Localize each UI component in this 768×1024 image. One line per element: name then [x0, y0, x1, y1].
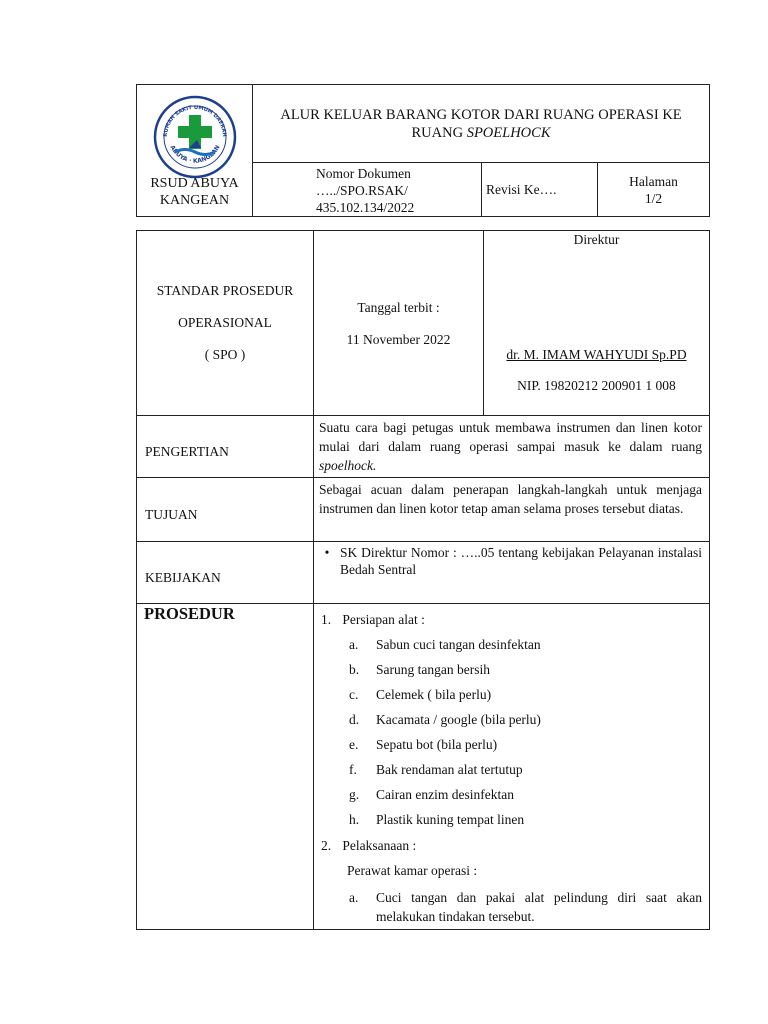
- step2-title: Pelaksanaan :: [342, 838, 417, 853]
- issued-date-label: Tanggal terbit :: [357, 300, 440, 315]
- kebijakan-bullet-item: [314, 544, 702, 578]
- sop-title-line3: ( SPO ): [204, 347, 246, 362]
- issued-date: 11 November 2022: [346, 332, 451, 347]
- list-item: g. Cairan enzim desinfektan: [349, 787, 514, 802]
- step1-list: [321, 632, 702, 832]
- revision-cell: [482, 163, 598, 217]
- document-title: ALUR KELUAR BARANG KOTOR DARI RUANG OPERASI KE RUANG SPOELHOCK: [280, 106, 682, 141]
- kebijakan-label: KEBIJAKAN: [137, 542, 314, 604]
- bullet-icon: •: [324, 545, 330, 560]
- director-cell: [484, 231, 710, 416]
- list-item: a. Cuci tangan dan pakai alat pelindung diri saat akan melakukan tindakan tersebut.: [349, 890, 702, 924]
- list-item: a. Sabun cuci tangan desinfektan: [349, 637, 541, 652]
- step2-item-text: Cuci tangan dan pakai alat pelindung diri saat akan melakukan tindakan tersebut.: [376, 890, 702, 924]
- step2-number: 2.: [321, 838, 332, 853]
- list-item: c. Celemek ( bila perlu): [349, 687, 492, 702]
- step2: [321, 833, 702, 926]
- list-item: b. Sarung tangan bersih: [349, 662, 490, 677]
- list-item: e. Sepatu bot (bila perlu): [349, 737, 498, 752]
- step1: [321, 610, 702, 832]
- sop-table: [136, 230, 710, 930]
- page-label: Halaman: [629, 173, 678, 189]
- step1-number: 1.: [321, 612, 332, 627]
- revision-label: Revisi Ke….: [486, 181, 557, 197]
- hospital-logo-icon: [153, 95, 237, 179]
- document-number-cell: [253, 163, 482, 217]
- svg-text:ABUYA · KANGEAN: ABUYA · KANGEAN: [167, 144, 222, 165]
- sop-title-cell: [137, 231, 314, 416]
- sop-title-line1: STANDAR PROSEDUR: [156, 283, 294, 298]
- director-name: dr. M. IMAM WAHYUDI Sp.PD: [506, 347, 687, 362]
- prosedur-cell: [314, 604, 710, 930]
- step1-title: Persiapan alat :: [342, 612, 425, 627]
- document-title-cell: [253, 85, 710, 163]
- kebijakan-text: SK Direktur Nomor : …..05 tentang kebijakan Pelayanan instalasi Bedah Sentral: [340, 545, 702, 577]
- tujuan-text: Sebagai acuan dalam penerapan langkah-langkah untuk menjaga instrumen dan linen kotor tetap aman selama proses tersebut diatas.: [314, 478, 710, 542]
- tujuan-label: TUJUAN: [137, 478, 314, 542]
- kebijakan-cell: [314, 542, 710, 604]
- prosedur-label: PROSEDUR: [137, 604, 314, 930]
- issued-date-cell: [314, 231, 484, 416]
- document-number-label: Nomor Dokumen: [316, 166, 411, 181]
- page-cell: [598, 163, 710, 217]
- list-item: f. Bak rendaman alat tertutup: [349, 762, 523, 777]
- pengertian-label: PENGERTIAN: [137, 416, 314, 478]
- hospital-logo: [153, 95, 237, 179]
- sop-title-line2: OPERASIONAL: [178, 315, 272, 330]
- hospital-name: RSUD ABUYA KANGEAN: [150, 176, 239, 208]
- list-item: d. Kacamata / google (bila perlu): [349, 712, 541, 727]
- list-item: h. Plastik kuning tempat linen: [349, 812, 525, 827]
- page-value: 1/2: [644, 190, 663, 206]
- svg-text:RUMAH SAKIT UMUM DAERAH: RUMAH SAKIT UMUM DAERAH: [162, 104, 227, 138]
- document-number-line1: …../SPO.RSAK/: [316, 183, 408, 198]
- pengertian-text: Suatu cara bagi petugas untuk membawa instrumen dan linen kotor mulai dari dalam ruang operasi sampai masuk ke dalam ruang spoelhock.: [314, 416, 710, 478]
- director-nip: NIP. 19820212 200901 1 008: [517, 378, 676, 393]
- step2-subtitle: Perawat kamar operasi :: [347, 863, 478, 878]
- hospital-cell: [137, 85, 253, 217]
- header-table: [136, 84, 710, 217]
- document-number-line2: 435.102.134/2022: [316, 200, 415, 215]
- director-title: Direktur: [573, 232, 620, 247]
